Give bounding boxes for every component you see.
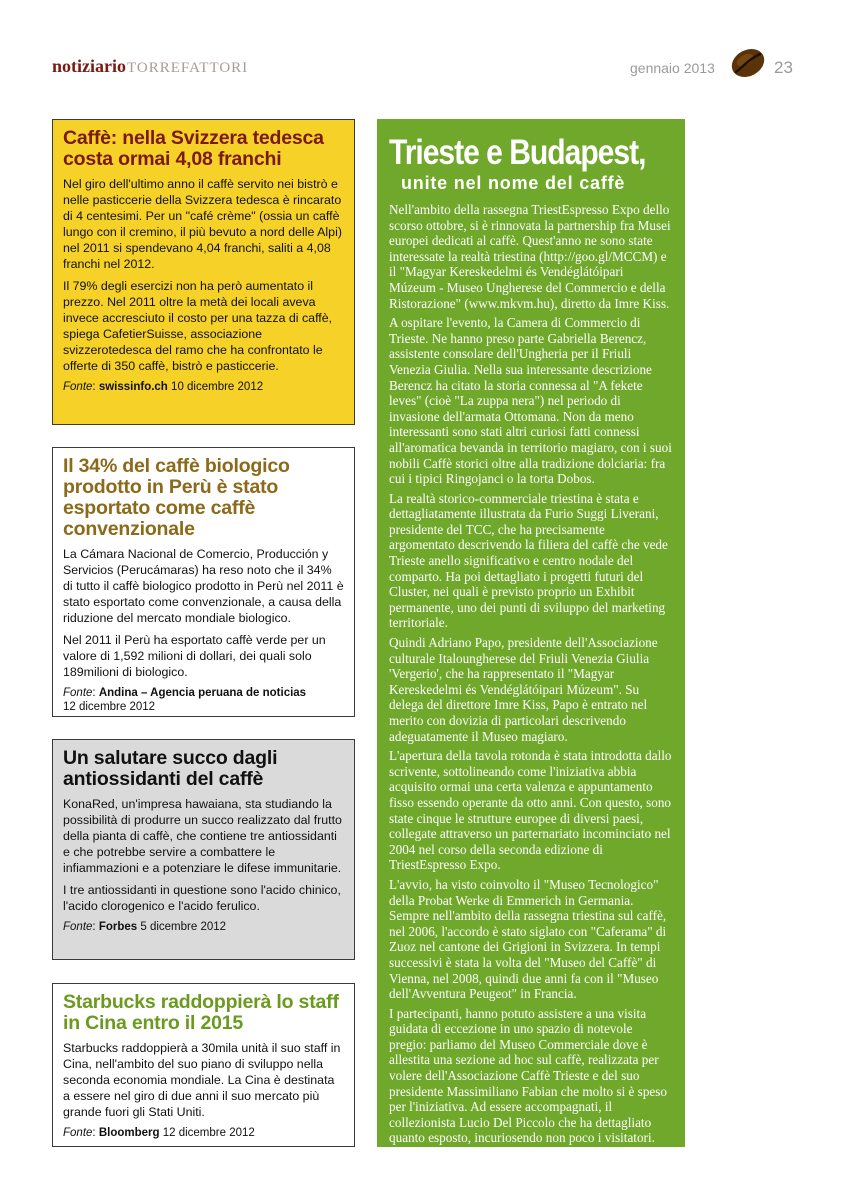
feature-paragraph: L'avvio, ha visto coinvolto il "Museo Tecnologico" della Probat Werke di Emmerich in Germania. Sempre nell'ambito della rassegna triestina sul caffè, nel 2006, l'accordo è stato siglato con "Caferama" di Zuoz nel cantone dei Grigioni in Svizzera. In tempi successivi è stata la volta del "Museo del Caffè" di Vienna, nel 2008, quindi due anni fa con il "Museo dell'Avventura Peugeot" in Francia. [389,876,667,1002]
news-source: Fonte: Forbes 5 dicembre 2012 [63,921,227,933]
source-date: 12 dicembre 2012 [63,701,156,713]
news-box-peru [52,447,355,717]
source-name: Bloomberg [98,1127,160,1139]
news-box-switzerland [52,119,355,425]
news-box-starbucks [52,983,355,1147]
source-label: Fonte [63,921,93,933]
source-date: 12 dicembre 2012 [162,1127,255,1139]
page-number: 23 [774,58,793,77]
feature-paragraph: A ospitare l'evento, la Camera di Commercio di Trieste. Ne hanno preso parte Gabriella Berencz, assistente consolare dell'Ungheria per il Friuli Venezia Giulia. Nella sua interessante descrizione Berencz ha citato la storia connessa al "A fekete leves" (cioè "La zuppa nera") nel periodo di invasione dell'armata Ottomana. Non da meno interessanti sono stati altri curiosi fatti connessi all'aromatica bevanda in territorio magiaro, con i suoi nobili Caffè storici oltre alla tradizione dolciaria: fra cui i tipici Ringojanci o la torta Dobos. [389,315,672,487]
news-box-konared [52,739,355,960]
news-title: Un salutare succo dagli antiossidanti del caffè [63,747,278,790]
feature-title: Trieste e Budapest, [389,133,646,172]
news-paragraph: Starbucks raddoppierà a 30mila unità il suo staff in Cina, nell'ambito del suo piano di sviluppo nella seconda economia mondiale. La Cina è destinata a essere nel giro di due anni il suo mercato più grande fuori gli Stati Uniti. [63,1041,341,1119]
source-name: Andina – Agencia peruana de noticias [98,687,307,699]
source-date: 5 dicembre 2012 [140,921,227,933]
author-role: curatore Museo del Caffè-Trieste [514,1168,673,1183]
brand-main: notiziario [52,56,126,76]
masthead [52,56,248,77]
source-label: Fonte [63,1127,93,1139]
source-date: 10 dicembre 2012 [171,381,264,393]
page-header [52,56,802,82]
news-source: Fonte: swissinfo.ch 10 dicembre 2012 [63,381,264,393]
coffee-bean-icon [728,46,768,80]
author-email: pistrinig@hotmail.com [561,1183,673,1198]
feature-paragraph: Quindi Adriano Papo, presidente dell'Associazione culturale Italoungherese del Friuli Venezia Giulia 'Vergerio', che ha rappresentato il "Magyar Kereskedelmi és Vendéglátóipari Múzeum". Su delega del direttore Imre Kiss, Papo è entrato nel merito con dovizia di particolari descrivendo adeguatamente il Museo magiaro. [389,635,658,744]
issue-date: gennaio 2013 [630,60,715,76]
feature-paragraph: Nell'ambito della rassegna TriestEspresso Expo dello scorso ottobre, si è rinnovata la partnership fra Musei europei dedicati al caffè. Quest'anno ne sono state interessate la realtà triestina (http://goo.gl/MCCM) e il "Magyar Kereskedelmi és Vendéglátóipari Múzeum - Museo Ungherese del Commercio e della Ristorazione" (www.mkvm.hu), diretto da Imre Kiss. [389,202,671,311]
feature-paragraph: I partecipanti, hanno potuto assistere a una visita guidata di eccezione in uno spazio di notevole pregio: parliamo del Museo Commerciale dove è allestita una sezione ad hoc sul caffè, realizzata per volere dell'Associazione Caffè Trieste e del suo presidente Massimiliano Fabian che molto si è speso per l'iniziativa. Ad essere accompagnati, il collezionista Lucio Del Piccolo che ha dettagliato quanto esposto, incuriosendo non poco i visitatori. [389,1005,667,1146]
feature-paragraph: La realtà storico-commerciale triestina è stata e dettagliatamente illustrata da Furio Suggi Liverani, presidente del TCC, che ha precisamente argomentato descrivendo la filiera del caffè che vede Trieste anello significativo e centro nodale del comparto. Ha poi dettagliato i progetti futuri del Cluster, nei quali è previsto proprio un Exhibit permanente, uno dei punti di sviluppo del marketing territoriale. [389,490,668,631]
author-name: Gianni Pistrini [590,1152,673,1168]
feature-subtitle: unite nel nome del caffè [401,173,626,193]
news-paragraph: Nel giro dell'ultimo anno il caffè servito nei bistrò e nelle pasticcerie della Svizzera tedesca è rincarato di 4 centesimi. Per un "café crème" (ossia un caffè lungo con il cremino, il più bevuto a nord delle Alpi) nel 2011 si spendevano 4,04 franchi, saliti a 4,08 franchi nel 2012. [63,177,342,271]
news-source: Fonte: Andina – Agencia peruana de noticias 12 dicembre 2012 [63,687,307,713]
news-paragraph: Il 79% degli esercizi non ha però aumentato il prezzo. Nel 2011 oltre la metà dei locali aveva invece accresciuto il costo per una tazza di caffè, spiega CafetierSuisse, associazione svizzerotedesca del ramo che ha confrontato le offerte di 350 caffè, bistrò e pasticcerie. [63,279,333,373]
signature [389,1152,673,1198]
news-title: Caffè: nella Svizzera tedesca costa ormai 4,08 franchi [63,127,324,170]
source-label: Fonte [63,687,93,699]
news-paragraph: I tre antiossidanti in questione sono l'acido chinico, l'acido clorogenico e l'acido ferulico. [63,883,341,913]
feature-paragraph: L'apertura della tavola rotonda è stata introdotta dallo scrivente, sottolineando come l'iniziativa abbia acquisito ormai una certa valenza e appuntamento fisso essendo operante da otto anni. Con questo, sono state cinque le strutture europee di diversi paesi, collegate attraverso un parternariato incominciato nel 2004 nel corso della seconda edizione di TriestEspresso Expo. [389,748,672,873]
source-label: Fonte [63,381,93,393]
news-title: Starbucks raddoppierà lo staff in Cina entro il 2015 [63,991,339,1034]
source-name: swissinfo.ch [98,381,168,393]
brand-sub: TORREFATTORI [127,60,249,76]
news-title: Il 34% del caffè biologico prodotto in Perù è stato esportato come caffè convenzionale [63,455,290,540]
news-paragraph: KonaRed, un'impresa hawaiana, sta studiando la possibilità di produrre un succo realizzato dal frutto della pianta di caffè, che contiene tre antiossidanti e che potrebbe servire a combattere le infiammazioni e a potenziare le difese immunitarie. [63,797,342,875]
news-source: Fonte: Bloomberg 12 dicembre 2012 [63,1127,255,1139]
source-name: Forbes [98,921,138,933]
news-paragraph: La Cámara Nacional de Comercio, Producción y Servicios (Perucámaras) ha reso noto che il 34% di tutto il caffè biologico prodotto in Perù nel 2011 è stato esportato come convenzionale, a causa della riduzione del mercato mondiale biologico. [63,547,344,625]
news-paragraph: Nel 2011 il Perù ha esportato caffè verde per un valore di 1,592 milioni di dollari, dei quali solo 189milioni di biologico. [63,633,326,679]
feature-article [377,119,685,1198]
